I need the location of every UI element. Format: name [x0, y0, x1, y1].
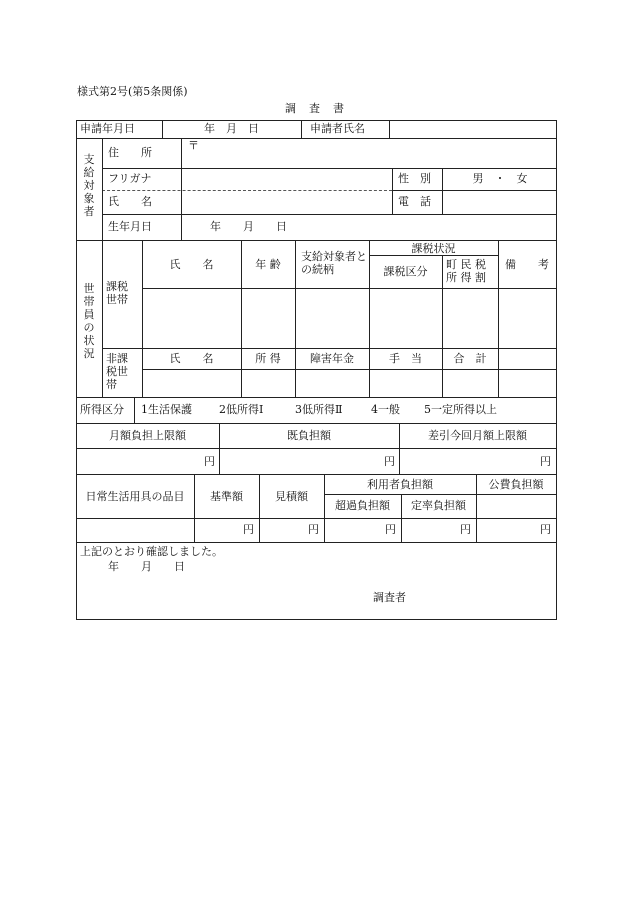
household-section-label: 世帯員の状況: [83, 282, 95, 360]
standard-amount-yen[interactable]: 円: [243, 523, 254, 536]
birthdate-value[interactable]: 年 月 日: [210, 220, 287, 233]
standard-amount-header: 基準額: [210, 490, 243, 503]
application-date-label: 申請年月日: [80, 122, 135, 135]
tax-category-header: 課税区分: [383, 265, 428, 278]
name-field[interactable]: [184, 193, 389, 211]
sex-options[interactable]: 男 ・ 女: [472, 172, 528, 185]
remarks-header: 備 考: [505, 258, 549, 271]
fixed-rate-burden-yen[interactable]: 円: [460, 523, 471, 536]
relation-header: 支給対象者との続柄: [301, 250, 367, 276]
estimate-amount-header: 見積額: [275, 490, 308, 503]
phone-field[interactable]: [446, 193, 554, 211]
income-option-2[interactable]: 2低所得Ⅰ: [219, 403, 264, 416]
applicant-name-label: 申請者氏名: [310, 122, 365, 135]
sex-label: 性 別: [398, 172, 431, 185]
birthdate-label: 生年月日: [108, 220, 152, 233]
form-id: 様式第2号(第5条関係): [77, 85, 188, 98]
tax-status-header: 課税状況: [411, 242, 456, 255]
postal-mark: 〒: [188, 139, 199, 152]
application-date-value: 年 月 日: [204, 122, 259, 135]
confirmation-date[interactable]: 年 月 日: [108, 560, 185, 573]
balance-limit-header: 差引今回月額上限額: [428, 429, 527, 442]
furigana-label: フリガナ: [108, 172, 152, 185]
income-option-4[interactable]: 4一般: [371, 403, 400, 416]
public-burden-header: 公費負担額: [488, 478, 544, 491]
allowance-header: 手 当: [389, 352, 422, 365]
taxed-household-label: 課税世帯: [106, 280, 128, 306]
monthly-limit-header: 月額負担上限額: [109, 429, 186, 442]
income-option-5[interactable]: 5一定所得以上: [424, 403, 497, 416]
existing-burden-header: 既負担額: [287, 429, 331, 442]
public-burden-yen[interactable]: 円: [540, 523, 551, 536]
address-field[interactable]: [184, 152, 554, 166]
name-label: 氏 名: [108, 195, 152, 208]
total-header: 合 計: [453, 352, 487, 365]
age-header: 年 齢: [255, 258, 281, 271]
income-option-3[interactable]: 3低所得Ⅱ: [295, 403, 343, 416]
monthly-limit-yen[interactable]: 円: [204, 455, 215, 468]
town-tax-header: 町 民 税 所 得 割: [446, 258, 486, 284]
disability-pension-header: 障害年金: [310, 352, 354, 365]
fixed-rate-burden-header: 定率負担額: [411, 499, 466, 512]
page-title: 調 査 書: [285, 102, 345, 115]
name-header: 氏 名: [169, 258, 214, 271]
balance-limit-yen[interactable]: 円: [540, 455, 551, 468]
income-category-label: 所得区分: [80, 403, 124, 416]
recipient-section-label: 支給対象者: [83, 153, 95, 218]
supply-item-field[interactable]: [80, 520, 190, 540]
investigator-label: 調査者: [373, 591, 406, 604]
existing-burden-yen[interactable]: 円: [384, 455, 395, 468]
estimate-amount-yen[interactable]: 円: [308, 523, 319, 536]
applicant-name-field[interactable]: [392, 121, 554, 137]
address-label: 住 所: [108, 146, 152, 159]
excess-burden-yen[interactable]: 円: [385, 523, 396, 536]
income-option-1[interactable]: 1生活保護: [141, 403, 192, 416]
user-burden-header: 利用者負担額: [367, 478, 433, 491]
confirmation-statement: 上記のとおり確認しました。: [80, 545, 223, 558]
income-header: 所 得: [255, 352, 281, 365]
nontaxed-household-label: 非課税世帯: [106, 352, 128, 391]
nontaxed-name-header: 氏 名: [169, 352, 214, 365]
supply-item-label: 日常生活用具の品目: [85, 490, 185, 503]
excess-burden-header: 超過負担額: [335, 499, 390, 512]
investigator-field[interactable]: [412, 588, 552, 606]
phone-label: 電 話: [398, 195, 431, 208]
furigana-field[interactable]: [184, 171, 389, 187]
